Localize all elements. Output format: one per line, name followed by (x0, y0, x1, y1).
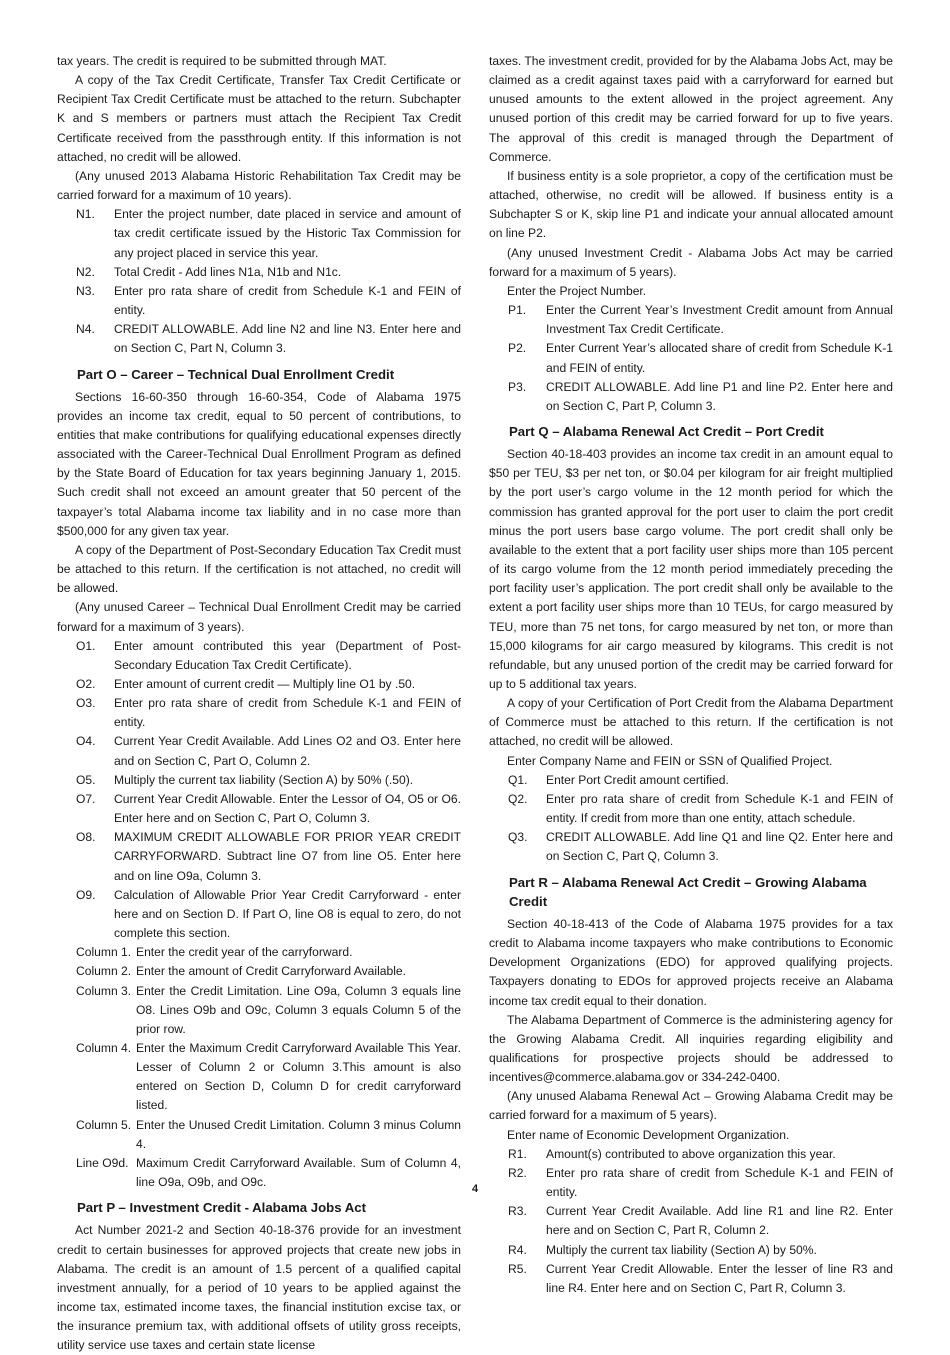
line-text: Enter pro rata share of credit from Schedule K-1 and FEIN of entity. If credit from more than one entity, attach schedule. (546, 791, 893, 826)
column-text: Enter the amount of Credit Carryforward Available. (136, 964, 407, 979)
line-item-o4 (57, 732, 461, 770)
line-label: O5. (76, 772, 96, 787)
paragraph: A copy of the Department of Post-Secondary Education Tax Credit must be attached to this return. If the certification is not attached, no credit will be allowed. (57, 542, 461, 596)
line-label: O8. (76, 830, 96, 845)
paragraph: Section 40-18-403 provides an income tax credit in an amount equal to $50 per TEU, $3 per net ton, or $0.04 per kilogram for air freight multiplied by the port user’s cargo volume in the 12 month period for which the commission has granted approval for the port user to claim the port credit minus the port users base cargo volume. The port credit shall only be available to the extent that a port facility user ships more than 105 percent of its cargo volume from the 12 month period immediately preceding the port facility user’s application. The port credit shall only be available to the extent a port facility user ships more than 10 TEUs, for cargo measured by TEU, more than 75 net tons, for cargo measured by net ton, or more than 15,000 kilograms for air cargo measured by kilograms. This credit is not refundable, but any unused portion of the credit may be carried forward for up to 5 additional tax years. (489, 447, 893, 691)
column-label: Column 3. (76, 983, 132, 998)
line-text: Enter amount contributed this year (Department of Post-Secondary Education Tax Credit Certificate). (114, 638, 461, 672)
column-label: Column 2. (76, 964, 132, 979)
column-instruction-1 (57, 943, 461, 962)
line-text: Amount(s) contributed to above organization this year. (546, 1146, 836, 1161)
line-text: Enter amount of current credit — Multiply line O1 by .50. (114, 677, 416, 691)
line-text: Enter the Current Year’s Investment Credit amount from Annual Investment Tax Credit Certificate. (546, 303, 893, 337)
right-column (489, 52, 893, 1298)
line-label: N1. (76, 207, 95, 222)
line-label: Q1. (508, 772, 528, 787)
paragraph: (Any unused Career – Technical Dual Enrollment Credit may be carried forward for a maximum of 3 years). (57, 600, 461, 634)
column-instruction-4 (57, 1039, 461, 1116)
line-item-o2 (57, 675, 461, 694)
line-label: N3. (76, 283, 95, 298)
paragraph: (Any unused Investment Credit - Alabama Jobs Act may be carried forward for a maximum of 5 years). (489, 245, 893, 279)
line-label: P1. (508, 303, 527, 318)
paragraph: Enter name of Economic Development Organization. (507, 1127, 790, 1142)
paragraph: taxes. The investment credit, provided for by the Alabama Jobs Act, may be claimed as a credit against taxes paid with a carryforward for earned but unused amounts to the extent allowed in the project agreement. Any unused portion of this credit may be carried forward for up to five years. The approval of this credit is managed through the Department of Commerce. (489, 54, 893, 164)
line-label: R4. (508, 1242, 527, 1257)
paragraph: If business entity is a sole proprietor, a copy of the certification must be attached, otherwise, no credit will be allowed. If business entity is a Subchapter S or K, skip line P1 and indicate your annual allocated amount on line P2. (489, 168, 893, 241)
line-label: Q3. (508, 830, 528, 845)
line-item-o9 (57, 886, 461, 943)
column-text: Enter the Credit Limitation. Line O9a, Column 3 equals line O8. Lines O9b and O9c, Column 3 equals Column 5 of the prior row. (136, 983, 461, 1036)
line-item-q2 (489, 790, 893, 828)
line-label: O1. (76, 638, 96, 653)
line-label: N2. (76, 264, 95, 279)
page-number: 4 (471, 1183, 479, 1195)
line-item-r5 (489, 1260, 893, 1298)
column-label: Column 1. (76, 945, 132, 960)
paragraph: A copy of your Certification of Port Credit from the Alabama Department of Commerce must be attached to this return. If the certification is not attached, no credit will be allowed. (489, 696, 893, 749)
line-label: R1. (508, 1146, 527, 1161)
line-item-r3 (489, 1202, 893, 1240)
column-instruction-3 (57, 982, 461, 1039)
line-text: Enter pro rata share of credit from Schedule K-1 and FEIN of entity. (114, 696, 461, 730)
paragraph: The Alabama Department of Commerce is the administering agency for the Growing Alabama Credit. All inquiries regarding eligibility and qualifications for prospective projects should be addressed to incentives@commerce.alabama.gov or 334-242-0400. (489, 1012, 893, 1085)
line-item-p2 (489, 339, 893, 377)
line-label: R2. (508, 1165, 527, 1180)
line-item-o7 (57, 790, 461, 828)
column-text: Enter the Unused Credit Limitation. Column 3 minus Column 4. (136, 1117, 461, 1151)
part-q-heading: Part Q – Alabama Renewal Act Credit – Port Credit (509, 423, 824, 439)
line-label: O2. (76, 677, 96, 691)
left-column (57, 52, 461, 1355)
line-item-o8 (57, 828, 461, 885)
line-item-q3 (489, 828, 893, 866)
line-item-o1 (57, 637, 461, 675)
line-text: Current Year Credit Allowable. Enter the lesser of line R3 and line R4. Enter here and on Section C, Part R, Column 3. (546, 1261, 893, 1295)
paragraph: (Any unused Alabama Renewal Act – Growing Alabama Credit may be carried forward for a maximum of 5 years). (489, 1089, 893, 1123)
column-instruction-5 (57, 1116, 461, 1154)
line-item-n1 (57, 205, 461, 262)
part-p-heading: Part P – Investment Credit - Alabama Jobs Act (77, 1200, 366, 1216)
line-item-o5 (57, 771, 461, 790)
paragraph: (Any unused 2013 Alabama Historic Rehabilitation Tax Credit may be carried forward for a maximum of 10 years). (57, 168, 461, 203)
column-label: Column 4. (76, 1040, 132, 1055)
part-o-heading: Part O – Career – Technical Dual Enrollment Credit (77, 366, 395, 382)
line-text: CREDIT ALLOWABLE. Add line Q1 and line Q2. Enter here and on Section C, Part Q, Column 3. (546, 830, 893, 864)
line-label: N4. (76, 322, 95, 337)
line-label: O4. (76, 734, 96, 749)
paragraph: tax years. The credit is required to be submitted through MAT. (57, 54, 387, 68)
line-text: MAXIMUM CREDIT ALLOWABLE FOR PRIOR YEAR CREDIT CARRYFORWARD. Subtract line O7 from line O5. Enter here and on line O9a, Column 3. (114, 830, 461, 883)
paragraph: A copy of the Tax Credit Certificate, Transfer Tax Credit Certificate or Recipient Tax Credit Certificate must be attached to the return. Subchapter K and S members or partners must attach the Recipient Tax Credit Certificate received from the passthrough entity. If this information is not attached, no credit will be allowed. (57, 73, 461, 164)
column-instruction-2 (57, 962, 461, 981)
line-text: CREDIT ALLOWABLE. Add line P1 and line P2. Enter here and on Section C, Part P, Column 3. (546, 379, 893, 413)
line-text: Current Year Credit Available. Add line R1 and line R2. Enter here and on Section C, Part R, Column 2. (546, 1204, 893, 1238)
line-label: O9. (76, 887, 96, 902)
line-label: P3. (508, 379, 527, 394)
paragraph: Act Number 2021-2 and Section 40-18-376 provide for an investment credit to certain businesses for approved projects that create new jobs in Alabama. The credit is an amount of 1.5 percent of a qualified capital investment annually, for a period of 10 years to be applied against the income tax, estimated income taxes, the financial institution excise tax, or the insurance premium tax, with additional offsets of utility gross receipts, utility service use taxes and certain state license (57, 1223, 461, 1353)
line-label: R5. (508, 1261, 527, 1276)
line-item-p1 (489, 301, 893, 339)
paragraph: Sections 16-60-350 through 16-60-354, Code of Alabama 1975 provides an income tax credit, equal to 50 percent of contributions, to entities that make contributions for qualifying educational expenses directly associated with the Career-Technical Dual Enrollment Program as defined by the State Board of Education for tax years beginning January 1, 2015. Such credit shall not exceed an amount greater that 50 percent of the taxpayer’s total Alabama income tax liability and in no case more than $500,000 for any given tax year. (57, 389, 461, 538)
line-item-n3 (57, 282, 461, 320)
line-text: Enter pro rata share of credit from Schedule K-1 and FEIN of entity. (546, 1165, 893, 1200)
line-text: Calculation of Allowable Prior Year Credit Carryforward - enter here and on Section D. If Part O, line O8 is equal to zero, do not complete this section. (114, 887, 461, 941)
paragraph: Enter Company Name and FEIN or SSN of Qualified Project. (507, 753, 833, 768)
line-text: Enter Current Year’s allocated share of credit from Schedule K-1 and FEIN of entity. (546, 341, 893, 375)
line-text: Current Year Credit Available. Add Lines O2 and O3. Enter here and on Section C, Part O, Column 2. (114, 734, 461, 768)
column-text: Enter the credit year of the carryforward. (136, 945, 353, 960)
part-r-heading: Part R – Alabama Renewal Act Credit – Growing Alabama Credit (509, 874, 867, 909)
line-item-r4 (489, 1241, 893, 1260)
column-label: Column 5. (76, 1117, 132, 1132)
paragraph: Enter the Project Number. (507, 283, 647, 298)
line-label: P2. (508, 341, 527, 356)
line-text: Total Credit - Add lines N1a, N1b and N1c. (114, 264, 342, 279)
line-item-r1 (489, 1145, 893, 1164)
line-text: Multiply the current tax liability (Section A) by 50% (.50). (114, 772, 414, 787)
line-label: R3. (508, 1204, 527, 1219)
line-label: O7. (76, 791, 96, 806)
line-text: Current Year Credit Allowable. Enter the Lessor of O4, O5 or O6. Enter here and on Section C, Part O, Column 3. (114, 791, 461, 826)
line-text: Enter the project number, date placed in service and amount of tax credit certificate issued by the Historic Tax Commission for any project placed in service this year. (114, 207, 461, 260)
line-label: Q2. (508, 791, 528, 806)
column-text: Maximum Credit Carryforward Available. Sum of Column 4, line O9a, O9b, and O9c. (136, 1155, 461, 1190)
line-text: Enter pro rata share of credit from Schedule K-1 and FEIN of entity. (114, 283, 461, 318)
line-item-q1 (489, 771, 893, 790)
line-item-o3 (57, 694, 461, 732)
line-text: CREDIT ALLOWABLE. Add line N2 and line N3. Enter here and on Section C, Part N, Column 3. (114, 322, 461, 356)
line-item-n4 (57, 320, 461, 358)
line-text: Enter Port Credit amount certified. (546, 772, 729, 787)
line-label: O3. (76, 696, 96, 711)
line-text: Multiply the current tax liability (Section A) by 50%. (546, 1242, 817, 1257)
line-item-p3 (489, 378, 893, 416)
line-item-n2 (57, 263, 461, 282)
column-text: Enter the Maximum Credit Carryforward Available This Year. Lesser of Column 2 or Column 3.This amount is also entered on Section D, Column D for credit carryforward listed. (136, 1040, 461, 1113)
column-label: Line O9d. (76, 1155, 129, 1170)
paragraph: Section 40-18-413 of the Code of Alabama 1975 provides for a tax credit to Alabama income taxpayers who make contributions to Economic Development Organizations (EDO) for approved qualifying projects. Taxpayers donating to EDOs for approved projects receive an Alabama income tax credit equal to their donation. (489, 916, 893, 1008)
